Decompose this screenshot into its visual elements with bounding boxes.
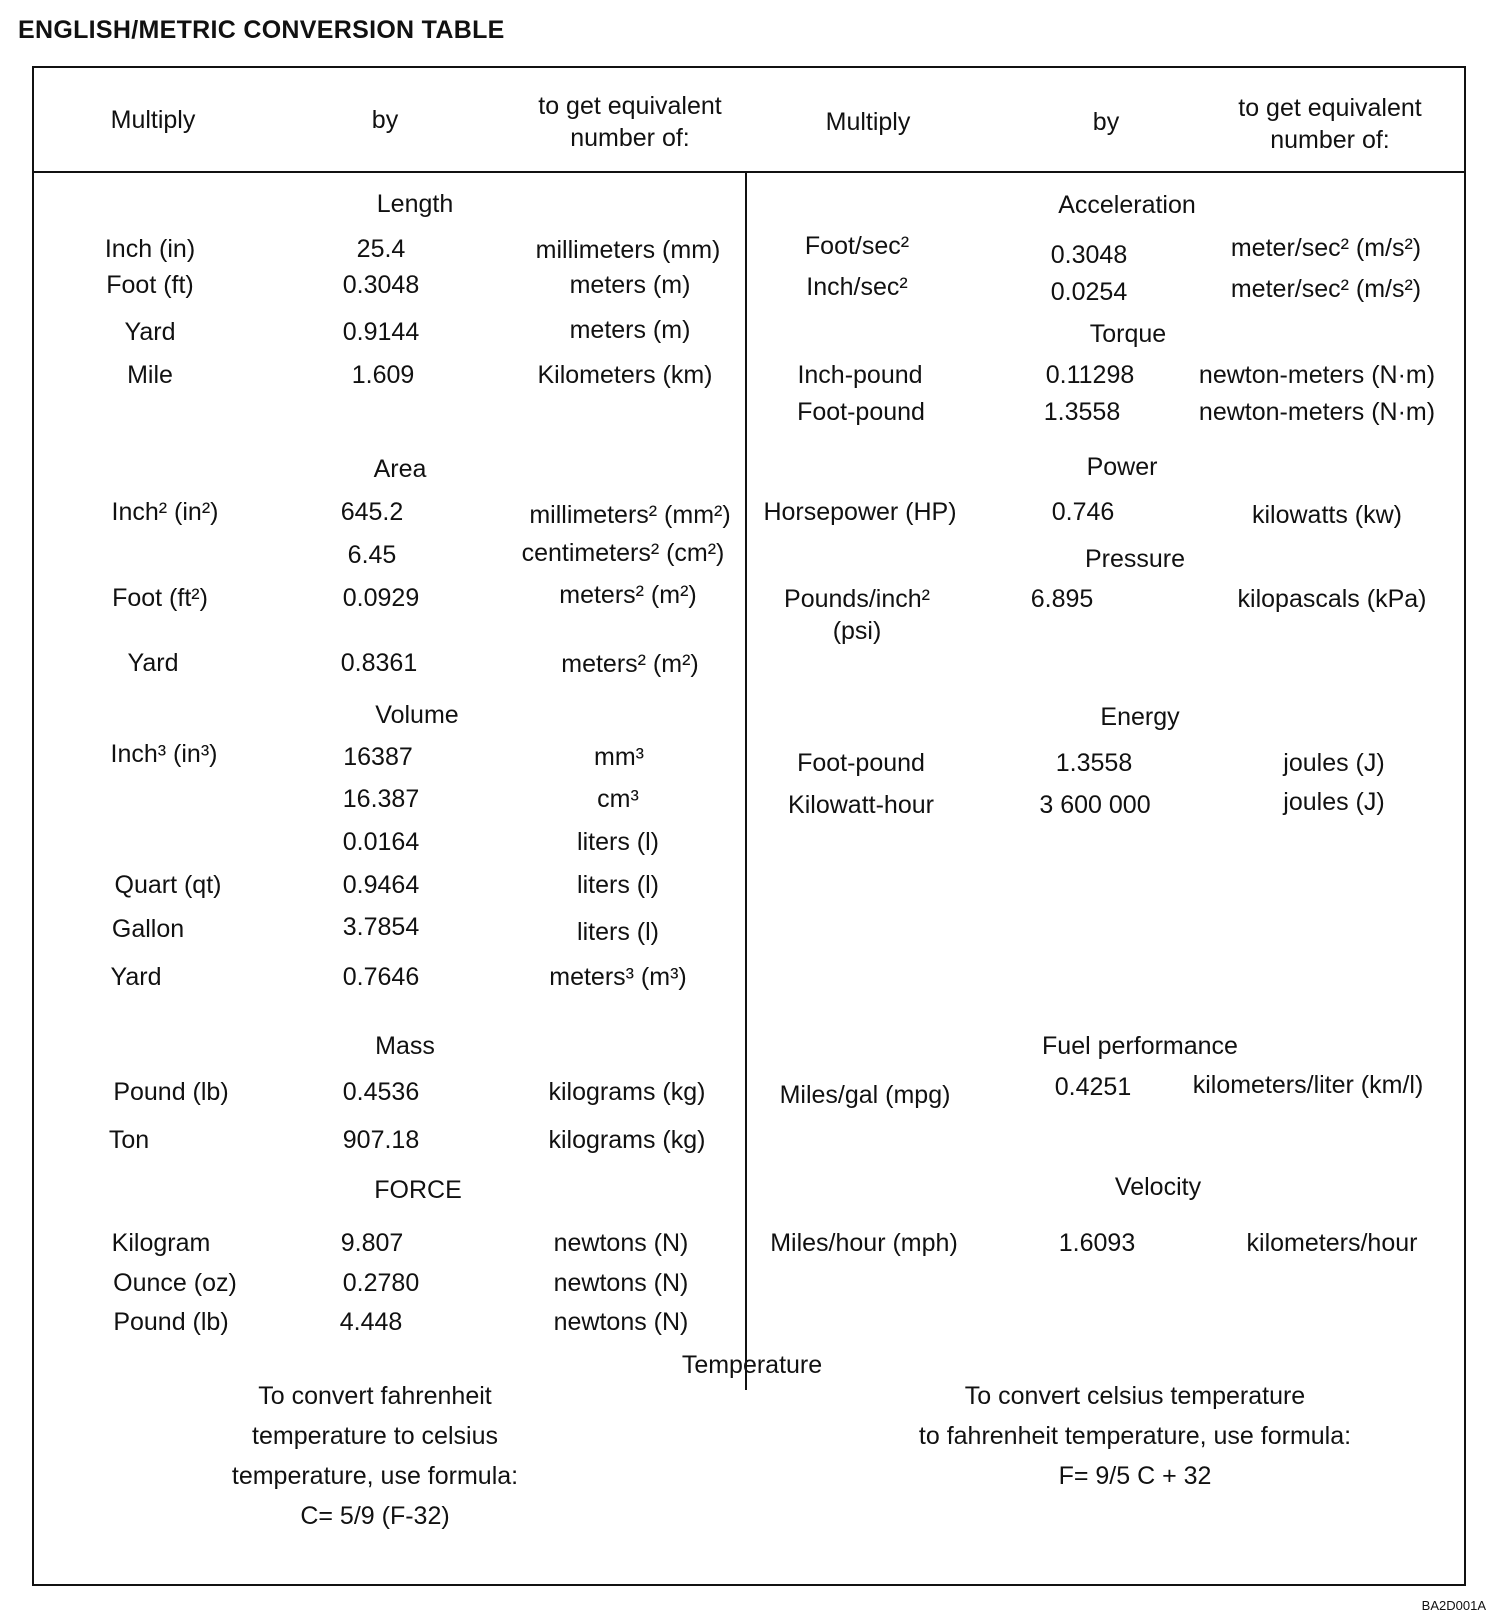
section-length: Length [376,190,454,218]
unit: Quart (qt) [114,871,222,899]
factor: 0.7646 [342,963,420,991]
factor: 0.11298 [1045,361,1135,389]
section-power: Power [1086,453,1158,481]
unit: Ton [108,1126,150,1154]
result: kilograms (kg) [548,1078,706,1106]
unit: Foot (ft²) [112,584,208,612]
factor: 0.3048 [342,271,420,299]
factor: 0.4251 [1054,1073,1132,1101]
result: newton-meters (N·m) [1198,361,1436,389]
unit: Foot-pound [797,398,925,426]
result: joules (J) [1283,749,1385,777]
result: meter/sec² (m/s²) [1230,275,1422,303]
factor: 0.9144 [342,318,420,346]
section-mass: Mass [375,1032,435,1060]
section-acceleration: Acceleration [1058,191,1196,219]
unit: Pound (lb) [113,1308,229,1336]
header-result-right-2: number of: [1270,126,1390,154]
factor: 4.448 [339,1308,403,1336]
result: meters (m) [569,316,691,344]
factor: 6.45 [347,541,397,569]
result: newtons (N) [553,1308,689,1336]
result: mm³ [594,743,644,771]
result: newton-meters (N·m) [1198,398,1436,426]
header-result-left-2: number of: [570,124,690,152]
header-by-right: by [1092,108,1120,136]
factor: 0.0254 [1050,278,1128,306]
result: kilograms (kg) [548,1126,706,1154]
result: newtons (N) [553,1229,689,1257]
c-to-f-line-2: to fahrenheit temperature, use formula: [918,1422,1352,1450]
result: meters (m) [569,271,691,299]
factor: 3 600 000 [1039,791,1151,819]
unit: Inch (in) [104,235,196,263]
unit: Foot/sec² [804,232,910,260]
result: millimeters² (mm²) [529,501,731,529]
header-multiply-left: Multiply [110,106,196,134]
factor: 0.0164 [342,828,420,856]
result: kilometers/hour [1246,1229,1418,1257]
f-to-c-formula: C= 5/9 (F-32) [300,1502,450,1530]
unit: Kilowatt-hour [788,791,934,819]
result: meters² (m²) [559,581,697,609]
unit: Yard [110,963,162,991]
result: meters² (m²) [561,650,699,678]
factor: 0.0929 [342,584,420,612]
result: kilowatts (kw) [1251,501,1403,529]
factor: 0.8361 [340,649,418,677]
unit: Horsepower (HP) [763,498,957,526]
header-divider [32,171,1466,173]
factor: 1.3558 [1055,749,1133,777]
section-volume: Volume [375,701,459,729]
section-temperature: Temperature [681,1351,823,1379]
unit: Inch³ (in³) [110,740,218,768]
result: meters³ (m³) [549,963,687,991]
unit-abbrev: (psi) [832,617,882,645]
result: meter/sec² (m/s²) [1230,234,1422,262]
unit: Miles/gal (mpg) [779,1081,951,1109]
result: joules (J) [1283,788,1385,816]
f-to-c-line-3: temperature, use formula: [231,1462,519,1490]
section-velocity: Velocity [1114,1173,1202,1201]
factor: 1.609 [351,361,415,389]
section-energy: Energy [1100,703,1180,731]
c-to-f-formula: F= 9/5 C + 32 [1058,1462,1212,1490]
unit: Ounce (oz) [113,1269,237,1297]
header-multiply-right: Multiply [825,108,911,136]
unit: Foot-pound [797,749,925,777]
section-force: FORCE [374,1176,462,1204]
result: liters (l) [577,828,659,856]
factor: 16387 [343,743,413,771]
unit: Inch/sec² [806,273,908,301]
factor: 0.746 [1051,498,1115,526]
unit: Kilogram [111,1229,211,1257]
factor: 645.2 [340,498,404,526]
unit: Pounds/inch² [784,585,930,613]
unit: Foot (ft) [106,271,194,299]
unit: Pound (lb) [113,1078,229,1106]
unit: Inch² (in²) [111,498,219,526]
factor: 6.895 [1030,585,1094,613]
result: Kilometers (km) [537,361,713,389]
factor: 1.3558 [1043,398,1121,426]
header-by-left: by [371,106,399,134]
section-fuel-performance: Fuel performance [1042,1032,1238,1060]
result: cm³ [597,785,639,813]
result: centimeters² (cm²) [521,539,725,567]
result: liters (l) [577,918,659,946]
f-to-c-line-2: temperature to celsius [252,1422,498,1450]
factor: 0.3048 [1050,241,1128,269]
factor: 16.387 [342,785,420,813]
factor: 907.18 [342,1126,420,1154]
c-to-f-line-1: To convert celsius temperature [964,1382,1306,1410]
section-pressure: Pressure [1084,545,1186,573]
column-divider [745,172,747,1390]
factor: 9.807 [340,1229,404,1257]
unit: Yard [127,649,179,677]
result: newtons (N) [553,1269,689,1297]
factor: 0.4536 [342,1078,420,1106]
factor: 1.6093 [1058,1229,1136,1257]
result: kilopascals (kPa) [1237,585,1427,613]
result: millimeters (mm) [535,236,721,264]
section-area: Area [373,455,427,483]
header-result-left-1: to get equivalent [538,92,722,120]
factor: 0.9464 [342,871,420,899]
unit: Gallon [111,915,185,943]
factor: 3.7854 [342,913,420,941]
result: kilometers/liter (km/l) [1192,1071,1424,1099]
unit: Mile [127,361,173,389]
factor: 25.4 [356,235,406,263]
factor: 0.2780 [342,1269,420,1297]
page-title: ENGLISH/METRIC CONVERSION TABLE [18,16,505,44]
unit: Miles/hour (mph) [770,1229,958,1257]
figure-code: BA2D001A [1421,1598,1486,1613]
section-torque: Torque [1089,320,1167,348]
f-to-c-line-1: To convert fahrenheit [258,1382,492,1410]
unit: Inch-pound [797,361,923,389]
unit: Yard [124,318,176,346]
header-result-right-1: to get equivalent [1238,94,1422,122]
result: liters (l) [577,871,659,899]
